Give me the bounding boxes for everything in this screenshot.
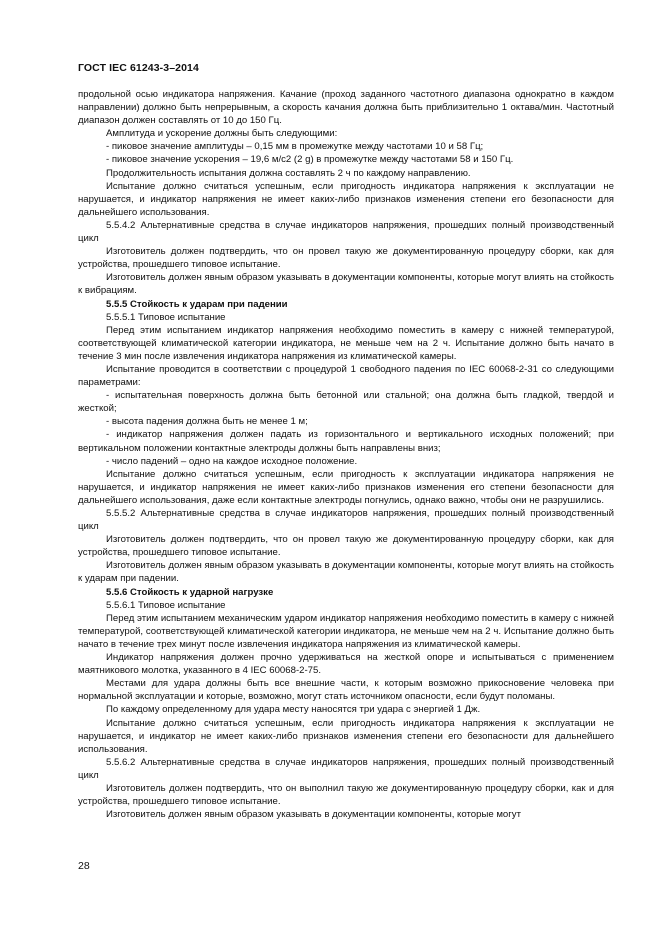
paragraph: Изготовитель должен явным образом указывать в документации компоненты, которые могут влиять на стойкость к ударам при падении. bbox=[78, 560, 614, 585]
paragraph: Изготовитель должен явным образом указывать в документации компоненты, которые могут bbox=[106, 809, 521, 821]
clause-heading: 5.5.4.2 Альтернативные средства в случае индикаторов напряжения, прошедших полный производственный цикл bbox=[78, 219, 614, 245]
paragraph: Изготовитель должен явным образом указывать в документации компоненты, которые могут влиять на стойкость к вибрациям. bbox=[78, 272, 614, 297]
paragraph: Местами для удара должны быть все внешние части, к которым возможно прикосновение человека при нормальной эксплуатации и которые, возможно, могут стать источником опасности, если будут поломаны. bbox=[78, 678, 614, 703]
clause-heading: 5.5.6.2 Альтернативные средства в случае индикаторов напряжения, прошедших полный производственный цикл bbox=[78, 756, 614, 781]
list-item: - испытательная поверхность должна быть бетонной или стальной; она должна быть гладкой, твердой и жесткой; bbox=[78, 390, 614, 415]
paragraph: Испытание проводится в соответствии с процедурой 1 свободного падения по IEC 60068-2-31 со следующими параметрами: bbox=[78, 363, 614, 389]
paragraph: Испытание должно считаться успешным, если пригодность индикатора напряжения к эксплуатации не нарушается, и индикатор напряжения не имеет каких-либо признаков изменения степени его безопасности для дальнейшего использования. bbox=[78, 180, 614, 218]
paragraph: Испытание должно считаться успешным, если пригодность к эксплуатации индикатора напряжения не нарушается, и индикатор напряжения не имеет каких-либо признаков изменения его степени безопасности для дальнейшего использования, даже если контактные электроды погнулись, однако важно, чтобы они не разрушились. bbox=[78, 468, 614, 506]
page-header: ГОСТ IEC 61243-3–2014 bbox=[78, 62, 199, 74]
paragraph: По каждому определенному для удара месту наносятся три удара с энергией 1 Дж. bbox=[106, 704, 481, 716]
paragraph: Изготовитель должен подтвердить, что он провел такую же документированную процедуру сборки, как для устройства, прошедшего типовое испытание. bbox=[78, 246, 614, 271]
list-item: - пиковое значение амплитуды – 0,15 мм в промежутке между частотами 10 и 58 Гц; bbox=[106, 141, 484, 153]
clause-heading: 5.5.6.1 Типовое испытание bbox=[106, 599, 226, 611]
paragraph: Индикатор напряжения должен прочно удерживаться на жесткой опоре и испытываться с применением маятникового молотка, указанного в 4 IEC 60068-2-75. bbox=[78, 652, 614, 677]
paragraph: Изготовитель должен подтвердить, что он провел такую же документированную процедуру сборки, как для устройства, прошедшего типовое испытание. bbox=[78, 534, 614, 559]
list-item: - индикатор напряжения должен падать из горизонтального и вертикального исходных положений; при вертикальном положении контактные электроды должны быть направлены вниз; bbox=[78, 429, 614, 454]
list-item: - пиковое значение ускорения – 19,6 м/с2 (2 g) в промежутке между частотами 58 и 150 Гц. bbox=[106, 154, 514, 166]
paragraph: Испытание должно считаться успешным, если пригодность индикатора напряжения к эксплуатации не нарушается, и индикатор не имеет каких-либо признаков изменения степени его безопасности для дальнейшего использования. bbox=[78, 717, 614, 755]
paragraph: Перед этим испытанием индикатор напряжения необходимо поместить в камеру с нижней температурой, соответствующей климатической категории индикатора, не меньше чем на 2 ч. Испытание должно быть начато в течение 3 мин после извлечения индикатора напряжения из климатической камеры. bbox=[78, 324, 614, 362]
paragraph: продольной осью индикатора напряжения. Качание (проход заданного частотного диапазона однократно в каждом направлении) должно быть непрерывным, а скорость качания должна быть приблизительно 1 октава/мин. Частотный диапазон должен составлять от 10 до 150 Гц. bbox=[78, 89, 614, 127]
paragraph: Продолжительность испытания должна составлять 2 ч по каждому направлению. bbox=[106, 167, 471, 179]
document-body bbox=[78, 88, 614, 821]
clause-heading: 5.5.5.1 Типовое испытание bbox=[106, 311, 226, 323]
section-heading: 5.5.6 Стойкость к ударной нагрузке bbox=[106, 586, 274, 598]
paragraph: Изготовитель должен подтвердить, что он выполнил такую же документированную процедуру сборки, как и для устройства, прошедшего типовое испытание. bbox=[78, 782, 614, 808]
list-item: - высота падения должна быть не менее 1 м; bbox=[106, 416, 308, 428]
paragraph: Амплитуда и ускорение должны быть следующими: bbox=[106, 128, 338, 140]
list-item: - число падений – одно на каждое исходное положение. bbox=[106, 455, 358, 467]
page-number: 28 bbox=[78, 860, 90, 872]
clause-heading: 5.5.5.2 Альтернативные средства в случае индикаторов напряжения, прошедших полный производственный цикл bbox=[78, 508, 614, 533]
paragraph: Перед этим испытанием механическим ударом индикатор напряжения необходимо поместить в камеру с нижней температурой, соответствующей климатической категории индикатора, не меньше чем на 2 ч. Испытание должно быть начато в течение трех минут после извлечения индикатора напряжения из климатической камеры. bbox=[78, 612, 614, 650]
section-heading: 5.5.5 Стойкость к ударам при падении bbox=[106, 298, 288, 310]
